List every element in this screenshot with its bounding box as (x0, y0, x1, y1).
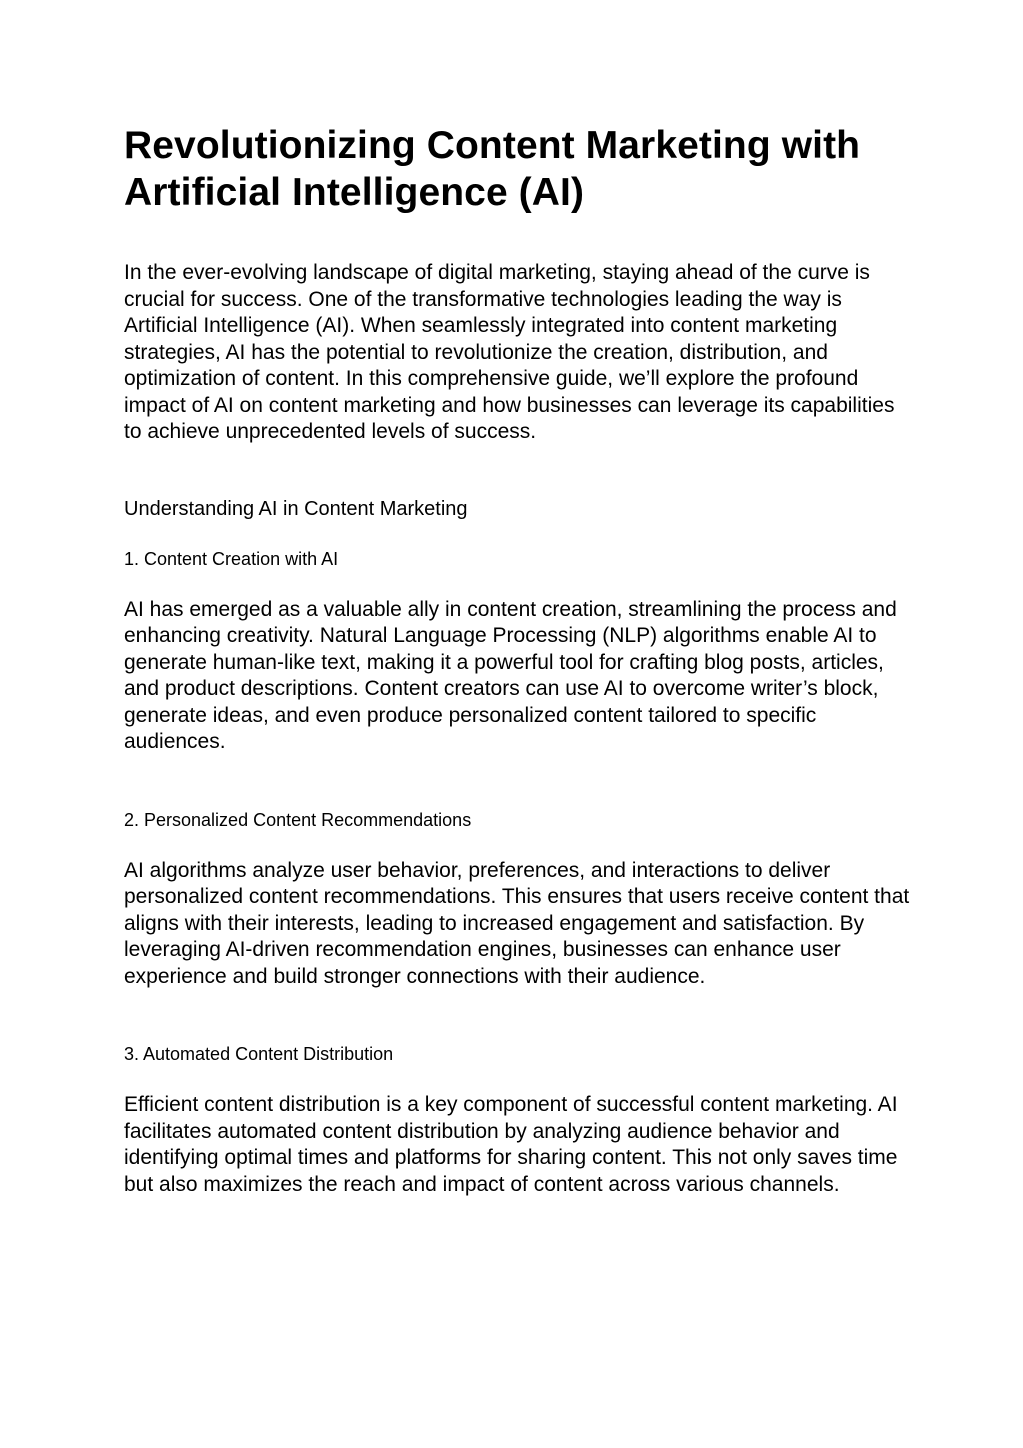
document-page (124, 122, 914, 1198)
subsection-heading-personalized-recommendations: 2. Personalized Content Recommendations (124, 809, 472, 830)
subsection-body-personalized-recommendations: AI algorithms analyze user behavior, preferences, and interactions to deliver personalized content recommendations. This ensures that users receive content that aligns with their interests, leading to increased engagement and satisfaction. By leveraging AI-driven recommendation engines, businesses can enhance user experience and build stronger connections with their audience. (124, 858, 910, 988)
intro-paragraph: In the ever-evolving landscape of digital marketing, staying ahead of the curve is crucial for success. One of the transformative technologies leading the way is Artificial Intelligence (AI). When seamlessly integrated into content marketing strategies, AI has the potential to revolutionize the creation, distribution, and optimization of content. In this comprehensive guide, we’ll explore the profound impact of AI on content marketing and how businesses can leverage its capabilities to achieve unprecedented levels of success. (124, 261, 895, 443)
document-title: Revolutionizing Content Marketing with Artificial Intelligence (AI) (124, 124, 861, 214)
subsection-body-automated-distribution: Efficient content distribution is a key component of successful content marketing. AI facilitates automated content distribution by analyzing audience behavior and identifying optimal times and platforms for sharing content. This not only saves time but also maximizes the reach and impact of content across various channels. (124, 1093, 898, 1196)
subsection-body-content-creation: AI has emerged as a valuable ally in content creation, streamlining the process and enhancing creativity. Natural Language Processing (NLP) algorithms enable AI to generate human-like text, making it a powerful tool for crafting blog posts, articles, and product descriptions. Content creators can use AI to overcome writer’s block, generate ideas, and even produce personalized content tailored to specific audiences. (124, 597, 897, 753)
subsection-heading-content-creation: 1. Content Creation with AI (124, 548, 339, 569)
subsection-heading-automated-distribution: 3. Automated Content Distribution (124, 1044, 394, 1064)
section-heading: Understanding AI in Content Marketing (124, 497, 468, 520)
